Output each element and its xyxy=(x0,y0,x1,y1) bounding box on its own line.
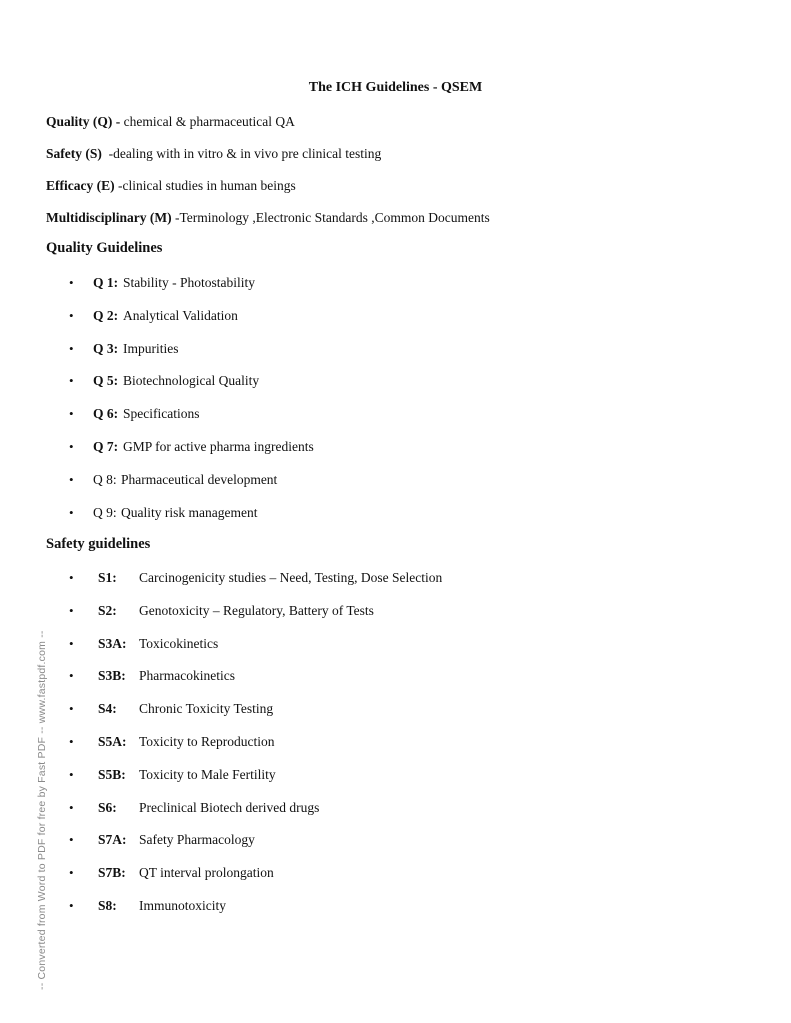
bullet-icon: • xyxy=(69,799,74,815)
list-item xyxy=(0,700,791,733)
guideline-text: Toxicokinetics xyxy=(139,635,219,651)
guideline-code: S6: xyxy=(98,799,117,815)
guideline-code: Q 9: xyxy=(93,504,117,520)
guideline-text: Genotoxicity – Regulatory, Battery of Tests xyxy=(139,602,374,618)
definition-safety xyxy=(46,145,746,177)
bullet-icon: • xyxy=(69,373,74,389)
guideline-code: S5B: xyxy=(98,766,126,782)
definition-label: Multidisciplinary (M) xyxy=(46,210,172,225)
list-item xyxy=(0,405,791,438)
bullet-icon: • xyxy=(69,406,74,422)
definition-text: -dealing with in vitro & in vivo pre clinical testing xyxy=(101,146,382,161)
definition-label: Safety (S) xyxy=(46,146,102,161)
guideline-code: Q 6: xyxy=(93,406,119,422)
bullet-icon: • xyxy=(69,471,74,487)
bullet-icon: • xyxy=(69,307,74,323)
list-item xyxy=(0,799,791,832)
guideline-text: Stability - Photostability xyxy=(123,275,256,290)
list-item xyxy=(0,635,791,668)
bullet-icon: • xyxy=(69,733,74,749)
bullet-icon: • xyxy=(69,275,74,290)
guideline-text: Specifications xyxy=(123,406,200,422)
list-item xyxy=(0,766,791,799)
guideline-text: Pharmacokinetics xyxy=(139,668,235,684)
guideline-code: S8: xyxy=(98,897,117,913)
guideline-text: GMP for active pharma ingredients xyxy=(123,438,314,454)
guideline-code: S3B: xyxy=(98,668,126,684)
guideline-code: S7B: xyxy=(98,865,126,881)
guideline-code: S1: xyxy=(98,570,117,585)
list-item xyxy=(0,733,791,766)
bullet-icon: • xyxy=(69,340,74,356)
definition-label: Quality (Q) - xyxy=(46,114,121,129)
guideline-text: Safety Pharmacology xyxy=(139,832,255,848)
definition-label: Efficacy (E) xyxy=(46,178,115,193)
guideline-code: Q 5: xyxy=(93,373,119,389)
guideline-text: Biotechnological Quality xyxy=(123,373,260,389)
guideline-text: Analytical Validation xyxy=(123,307,238,323)
list-item xyxy=(0,438,791,471)
guideline-code: Q 3: xyxy=(93,340,119,356)
list-item xyxy=(0,307,791,340)
definition-multidisciplinary xyxy=(46,209,746,241)
guideline-text: Carcinogenicity studies – Need, Testing, Dose Selection xyxy=(139,570,443,585)
guideline-text: Quality risk management xyxy=(121,504,258,520)
list-item xyxy=(0,504,791,537)
guideline-code: Q 2: xyxy=(93,307,119,323)
bullet-icon: • xyxy=(69,766,74,782)
guideline-code: Q 7: xyxy=(93,438,119,454)
list-item xyxy=(0,602,791,635)
category-definitions xyxy=(46,113,746,241)
guideline-code: S2: xyxy=(98,602,117,618)
guideline-text: Preclinical Biotech derived drugs xyxy=(139,799,320,815)
bullet-icon: • xyxy=(69,832,74,848)
definition-efficacy xyxy=(46,177,746,209)
list-item xyxy=(0,831,791,864)
guideline-text: Impurities xyxy=(123,340,179,356)
guideline-code: S5A: xyxy=(98,733,127,749)
bullet-icon: • xyxy=(69,635,74,651)
bullet-icon: • xyxy=(69,668,74,684)
definition-quality xyxy=(46,113,746,145)
quality-guidelines-list xyxy=(0,274,791,536)
document-title: The ICH Guidelines - QSEM xyxy=(308,80,483,95)
guideline-code: S7A: xyxy=(98,832,127,848)
guideline-code: S3A: xyxy=(98,635,127,651)
bullet-icon: • xyxy=(69,602,74,618)
guideline-text: Immunotoxicity xyxy=(139,897,226,913)
safety-guidelines-list xyxy=(0,569,791,930)
guideline-text: QT interval prolongation xyxy=(139,865,274,881)
guideline-code: S4: xyxy=(98,701,117,717)
guideline-code: Q 8: xyxy=(93,471,117,487)
bullet-icon: • xyxy=(69,438,74,454)
conversion-watermark: -- Converted from Word to PDF for free by Fast PDF -- www.fastpdf.com -- xyxy=(36,630,48,990)
list-item xyxy=(0,274,791,307)
list-item xyxy=(0,667,791,700)
definition-text: -clinical studies in human beings xyxy=(114,178,296,193)
list-item xyxy=(0,864,791,897)
safety-guidelines-heading: Safety guidelines xyxy=(46,536,151,552)
guideline-code: Q 1: xyxy=(93,275,119,290)
quality-guidelines-heading: Quality Guidelines xyxy=(46,240,163,256)
guideline-text: Chronic Toxicity Testing xyxy=(139,701,274,717)
list-item xyxy=(0,372,791,405)
list-item xyxy=(0,340,791,373)
bullet-icon: • xyxy=(69,701,74,717)
definition-text: -Terminology ,Electronic Standards ,Common Documents xyxy=(171,210,490,225)
definition-text: chemical & pharmaceutical QA xyxy=(120,114,295,129)
bullet-icon: • xyxy=(69,897,74,913)
guideline-text: Toxicity to Reproduction xyxy=(139,733,275,749)
guideline-text: Pharmaceutical development xyxy=(121,471,278,487)
bullet-icon: • xyxy=(69,570,74,585)
list-item xyxy=(0,569,791,602)
list-item xyxy=(0,471,791,504)
guideline-text: Toxicity to Male Fertility xyxy=(139,766,276,782)
bullet-icon: • xyxy=(69,865,74,881)
list-item xyxy=(0,897,791,930)
bullet-icon: • xyxy=(69,504,74,520)
